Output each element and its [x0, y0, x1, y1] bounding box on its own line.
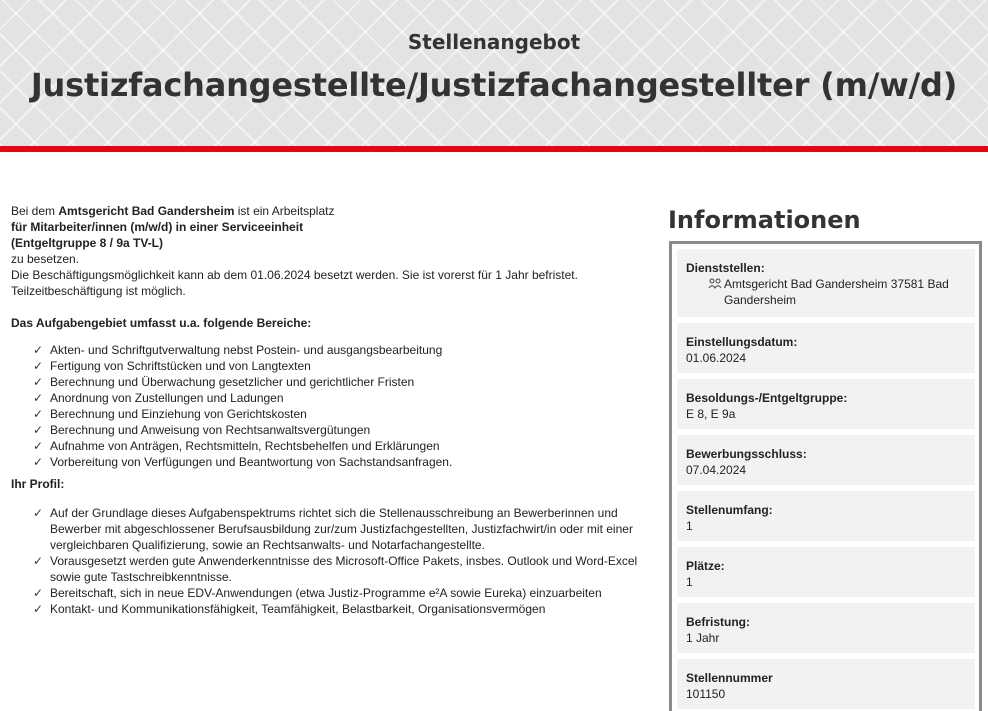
- intro-pre: Bei dem: [11, 204, 59, 218]
- profile-list: [11, 505, 656, 617]
- header-subtitle: Stellenangebot: [407, 30, 581, 54]
- check-icon: ✓: [33, 407, 44, 421]
- info-label: Stellenumfang:: [686, 503, 773, 517]
- info-panel: [669, 241, 982, 711]
- list-item: ✓ Vorausgesetzt werden gute Anwenderkenntnisse des Microsoft-Office Pakets, insbes. Outlook und Word-Excel sowie gute Tastschreibkenntnisse.: [33, 554, 638, 584]
- check-icon: ✓: [33, 455, 44, 469]
- list-item: ✓ Vorbereitung von Verfügungen und Beantwortung von Sachstandsanfragen.: [33, 455, 453, 469]
- info-value: 1: [686, 575, 693, 589]
- check-icon: ✓: [33, 423, 44, 437]
- info-card-einstellungsdatum: [677, 323, 975, 373]
- check-icon: ✓: [33, 586, 44, 600]
- availability-text: Die Beschäftigungsmöglichkeit kann ab dem 01.06.2024 besetzt werden. Sie ist vorerst für 1 Jahr befristet. Teilzeitbeschäftigung ist möglich.: [11, 268, 578, 298]
- info-card-plaetze: [677, 547, 975, 597]
- list-item: ✓ Berechnung und Einziehung von Gerichtskosten: [33, 407, 307, 421]
- list-item: ✓ Akten- und Schriftgutverwaltung nebst Postein- und ausgangsbearbeitung: [33, 343, 443, 357]
- check-icon: ✓: [33, 359, 44, 373]
- list-item: ✓ Fertigung von Schriftstücken und von Langtexten: [33, 359, 311, 373]
- tasks-heading: Das Aufgabengebiet umfasst u.a. folgende Bereiche:: [11, 316, 312, 330]
- info-label: Besoldungs-/Entgeltgruppe:: [686, 391, 848, 405]
- tasks-list: [11, 342, 656, 470]
- dienststellen-value: Amtsgericht Bad Gandersheim 37581 Bad Gandersheim: [724, 277, 949, 307]
- info-value: 1 Jahr: [686, 631, 720, 645]
- list-item: ✓ Bereitschaft, sich in neue EDV-Anwendungen (etwa Justiz-Programme e²A sowie Eureka) einzuarbeiten: [33, 586, 602, 600]
- info-card-bewerbungsschluss: [677, 435, 975, 485]
- intro-text: [11, 203, 656, 219]
- header-accent-line: [0, 146, 988, 152]
- list-item: ✓ Berechnung und Überwachung gesetzlicher und gerichtlicher Fristen: [33, 375, 415, 389]
- info-label: Plätze:: [686, 559, 725, 573]
- info-label: Bewerbungsschluss:: [686, 447, 807, 461]
- info-label: Einstellungsdatum:: [686, 335, 798, 349]
- info-label: Befristung:: [686, 615, 750, 629]
- info-label: Dienststellen:: [686, 261, 765, 275]
- sidebar-heading: Informationen: [668, 206, 861, 234]
- intro-post: ist ein Arbeitsplatz: [234, 204, 335, 218]
- job-description: [11, 203, 656, 617]
- info-label: Stellennummer: [686, 671, 773, 685]
- intro-court-name: Amtsgericht Bad Gandersheim: [58, 204, 235, 218]
- list-item: ✓ Aufnahme von Anträgen, Rechtsmitteln, Rechtsbehelfen und Erklärungen: [33, 439, 440, 453]
- check-icon: ✓: [33, 343, 44, 357]
- besetzen-text: zu besetzen.: [11, 252, 80, 266]
- info-card-befristung: [677, 603, 975, 653]
- service-line-1: für Mitarbeiter/innen (m/w/d) in einer Serviceeinheit: [11, 220, 304, 234]
- list-item: ✓ Auf der Grundlage dieses Aufgabenspektrums richtet sich die Stellenausschreibung an Bewerberinnen und Bewerber mit abgeschlossener Berufsausbildung zur/zum Justizfachgestellten, Justizfachwirt/in oder mit einer vergleichbaren Qualifizierung, sowie an Rechtsanwalts- und Notarfachangestellte.: [33, 506, 633, 552]
- info-card-entgeltgruppe: [677, 379, 975, 429]
- check-icon: ✓: [33, 554, 44, 568]
- service-line-2: (Entgeltgruppe 8 / 9a TV-L): [11, 236, 164, 250]
- list-item: ✓ Kontakt- und Kommunikationsfähigkeit, Teamfähigkeit, Belastbarkeit, Organisationsvermögen: [33, 602, 546, 616]
- check-icon: ✓: [33, 375, 44, 389]
- list-item: ✓ Berechnung und Anweisung von Rechtsanwaltsvergütungen: [33, 423, 371, 437]
- info-value: 01.06.2024: [686, 351, 747, 365]
- info-value: E 8, E 9a: [686, 407, 736, 421]
- info-value: 101150: [686, 687, 726, 701]
- info-card-stellennummer: [677, 659, 975, 709]
- profile-heading: Ihr Profil:: [11, 477, 65, 491]
- check-icon: ✓: [33, 506, 44, 520]
- info-card-dienststellen: [677, 249, 975, 317]
- info-card-stellenumfang: [677, 491, 975, 541]
- page-title: Justizfachangestellte/Justizfachangestellter (m/w/d): [30, 66, 958, 104]
- info-value: 07.04.2024: [686, 463, 747, 477]
- service-unit-text: [11, 219, 656, 251]
- check-icon: ✓: [33, 439, 44, 453]
- list-item: ✓ Anordnung von Zustellungen und Ladungen: [33, 391, 284, 405]
- check-icon: ✓: [33, 391, 44, 405]
- people-icon: [708, 277, 722, 291]
- page-header: [0, 0, 988, 146]
- check-icon: ✓: [33, 602, 44, 616]
- dienststellen-entry: [686, 276, 967, 308]
- info-value: 1: [686, 519, 693, 533]
